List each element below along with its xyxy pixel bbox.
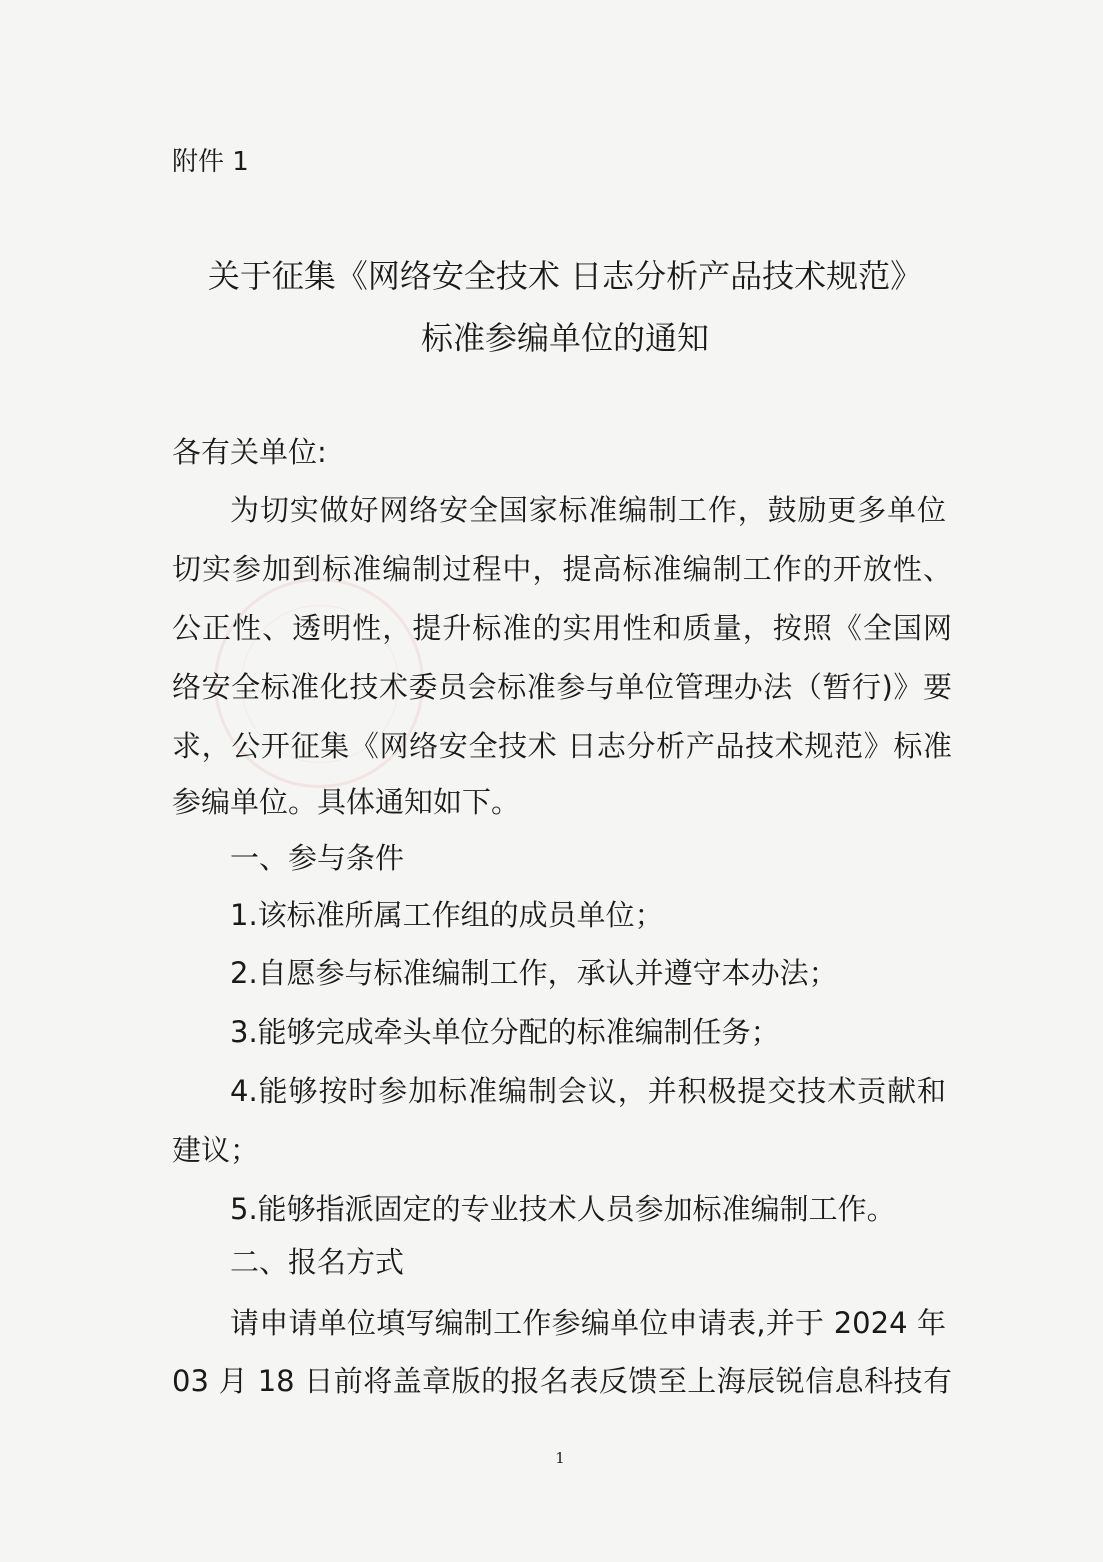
title-line-1: 关于征集《网络安全技术 日志分析产品技术规范》 [207, 257, 923, 295]
intro-line-1: 为切实做好网络安全国家标准编制工作，鼓励更多单位 [230, 493, 946, 527]
intro-line-6: 参编单位。具体通知如下。 [172, 785, 521, 819]
section2-heading: 二、报名方式 [230, 1245, 405, 1279]
salutation: 各有关单位: [172, 435, 327, 469]
section1-heading: 一、参与条件 [230, 841, 405, 875]
intro-line-2: 切实参加到标准编制过程中，提高标准编制工作的开放性、 [172, 552, 952, 586]
condition-item-4-continued: 建议； [172, 1133, 260, 1167]
intro-line-5: 求，公开征集《网络安全技术 日志分析产品技术规范》标准 [172, 729, 952, 763]
condition-item-2: 2.自愿参与标准编制工作，承认并遵守本办法； [230, 956, 838, 990]
title-line-2: 标准参编单位的通知 [420, 319, 709, 357]
registration-line-2: 03 月 18 日前将盖章版的报名表反馈至上海辰锐信息科技有 [172, 1364, 952, 1398]
intro-line-3: 公正性、透明性，提升标准的实用性和质量，按照《全国网 [172, 611, 952, 645]
attachment-label: 附件 1 [172, 147, 249, 177]
condition-item-3: 3.能够完成牵头单位分配的标准编制任务； [230, 1015, 780, 1049]
condition-item-4: 4.能够按时参加标准编制会议，并积极提交技术贡献和 [230, 1074, 946, 1108]
page-number: 1 [555, 1449, 565, 1467]
condition-item-5: 5.能够指派固定的专业技术人员参加标准编制工作。 [230, 1192, 896, 1226]
registration-line-1: 请申请单位填写编制工作参编单位申请表,并于 2024 年 [230, 1306, 946, 1340]
intro-line-4: 络安全标准化技术委员会标准参与单位管理办法（暂行)》要 [172, 670, 952, 704]
condition-item-1: 1.该标准所属工作组的成员单位； [230, 898, 664, 932]
